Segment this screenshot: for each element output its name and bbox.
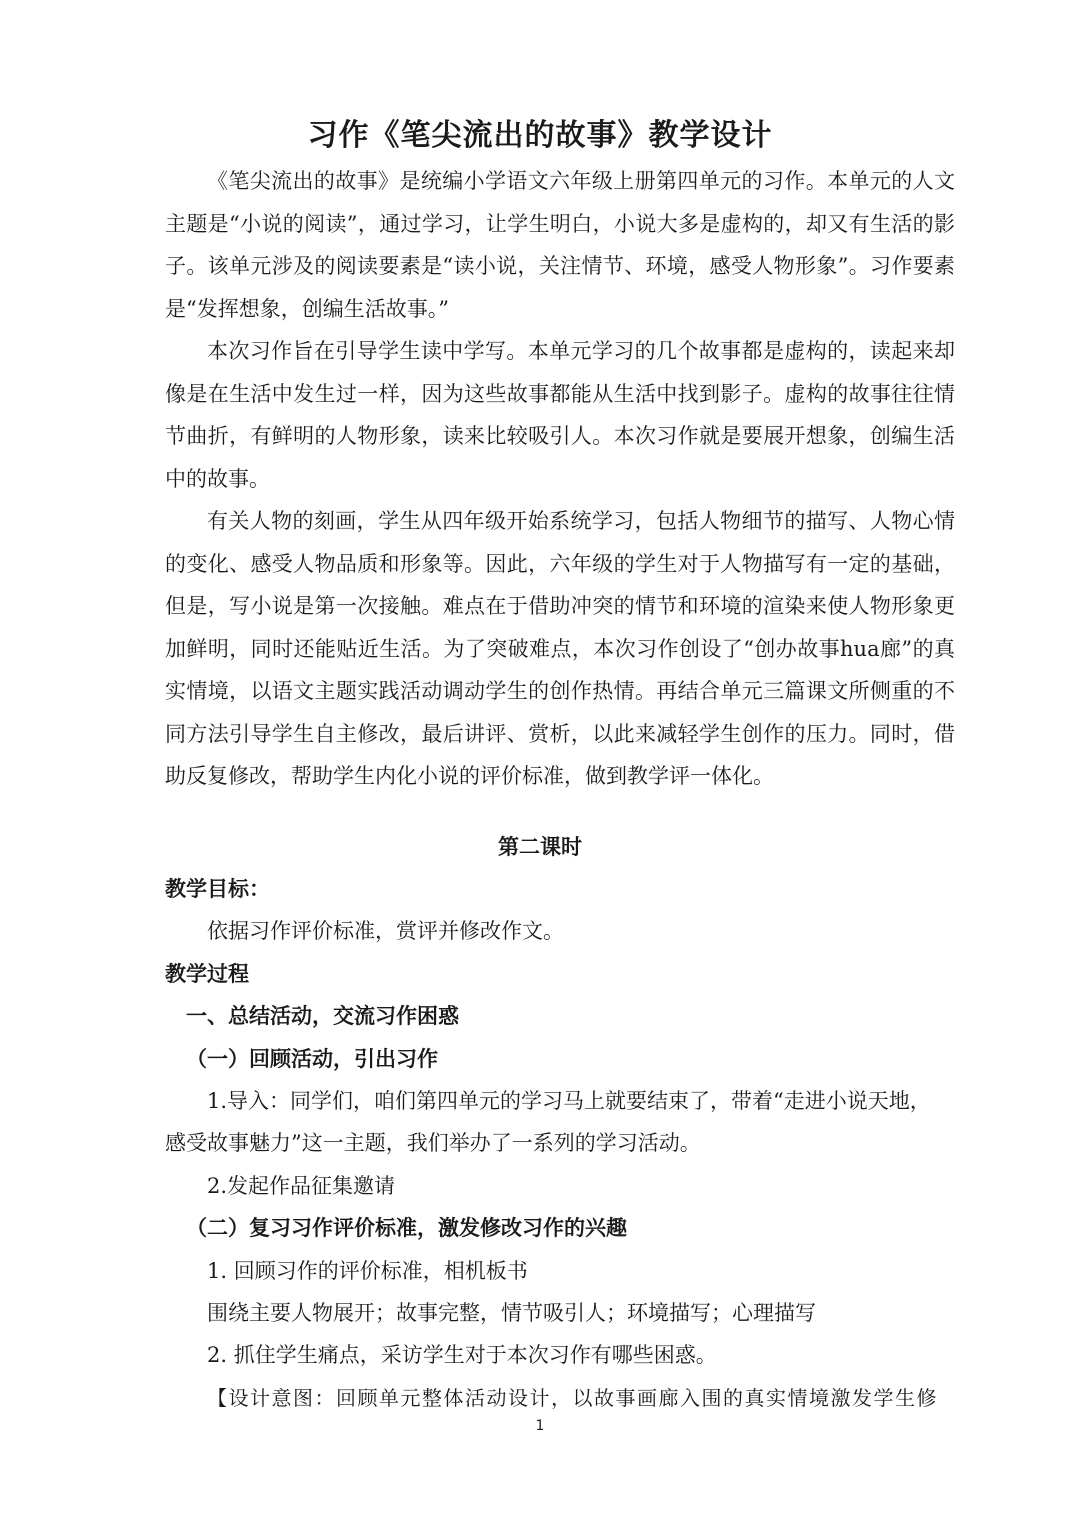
item-2: 2.发起作品征集邀请: [207, 1174, 396, 1198]
subsection-1-heading: （一）回顾活动，引出习作: [186, 1046, 438, 1071]
subsection-2-heading: （二）复习习作评价标准，激发修改习作的兴趣: [186, 1215, 627, 1240]
design-intent: 【设计意图：回顾单元整体活动设计，以故事画廊入围的真实情境激发学生修: [207, 1386, 938, 1410]
subsection-2-item-1: 1. 回顾习作的评价标准，相机板书: [207, 1259, 528, 1283]
section-1-heading: 一、总结活动，交流习作困惑: [186, 1003, 459, 1028]
criteria-text: 围绕主要人物展开；故事完整，情节吸引人；环境描写；心理描写: [207, 1301, 816, 1325]
intro-paragraph-2: 本次习作旨在引导学生读中学写。本单元学习的几个故事都是虚构的，读起来却像是在生活中发生过一样，因为这些故事都能从生活中找到影子。虚构的故事往往情节曲折，有鲜明的人物形象，读来比较吸引人。本次习作就是要展开想象，创编生活中的故事。: [165, 339, 955, 491]
subsection-2-item-2: 2. 抓住学生痛点，采访学生对于本次习作有哪些困惑。: [207, 1343, 717, 1367]
intro-paragraph-3: 有关人物的刻画，学生从四年级开始系统学习，包括人物细节的描写、人物心情的变化、感受人物品质和形象等。因此，六年级的学生对于人物描写有一定的基础，但是，写小说是第一次接触。难点在于借助冲突的情节和环境的渲染来使人物形象更加鲜明，同时还能贴近生活。为了突破难点，本次习作创设了“创办故事hua廊”的真实情境，以语文主题实践活动调动学生的创作热情。再结合单元三篇课文所侧重的不同方法引导学生自主修改，最后讲评、赏析，以此来减轻学生创作的压力。同时，借助反复修改，帮助学生内化小说的评价标准，做到教学评一体化。: [165, 509, 955, 788]
item-1-line-1: 1.导入：同学们，咱们第四单元的学习马上就要结束了，带着“走进小说天地，: [207, 1089, 931, 1113]
goal-heading: 教学目标：: [165, 876, 270, 901]
intro-paragraph-1: 《笔尖流出的故事》是统编小学语文六年级上册第四单元的习作。本单元的人文主题是“小说的阅读”，通过学习，让学生明白，小说大多是虚构的，却又有生活的影子。该单元涉及的阅读要素是“读小说，关注情节、环境，感受人物形象”。习作要素是“发挥想象，创编生活故事。”: [165, 169, 955, 321]
goal-text: 依据习作评价标准，赏评并修改作文。: [207, 919, 564, 943]
document-title: 习作《笔尖流出的故事》教学设计: [307, 118, 773, 153]
page-number: 1: [535, 1418, 545, 1434]
item-1-line-2: 感受故事魅力”这一主题，我们举办了一系列的学习活动。: [165, 1131, 701, 1155]
lesson-heading: 第二课时: [498, 834, 582, 859]
process-heading: 教学过程: [165, 961, 249, 986]
